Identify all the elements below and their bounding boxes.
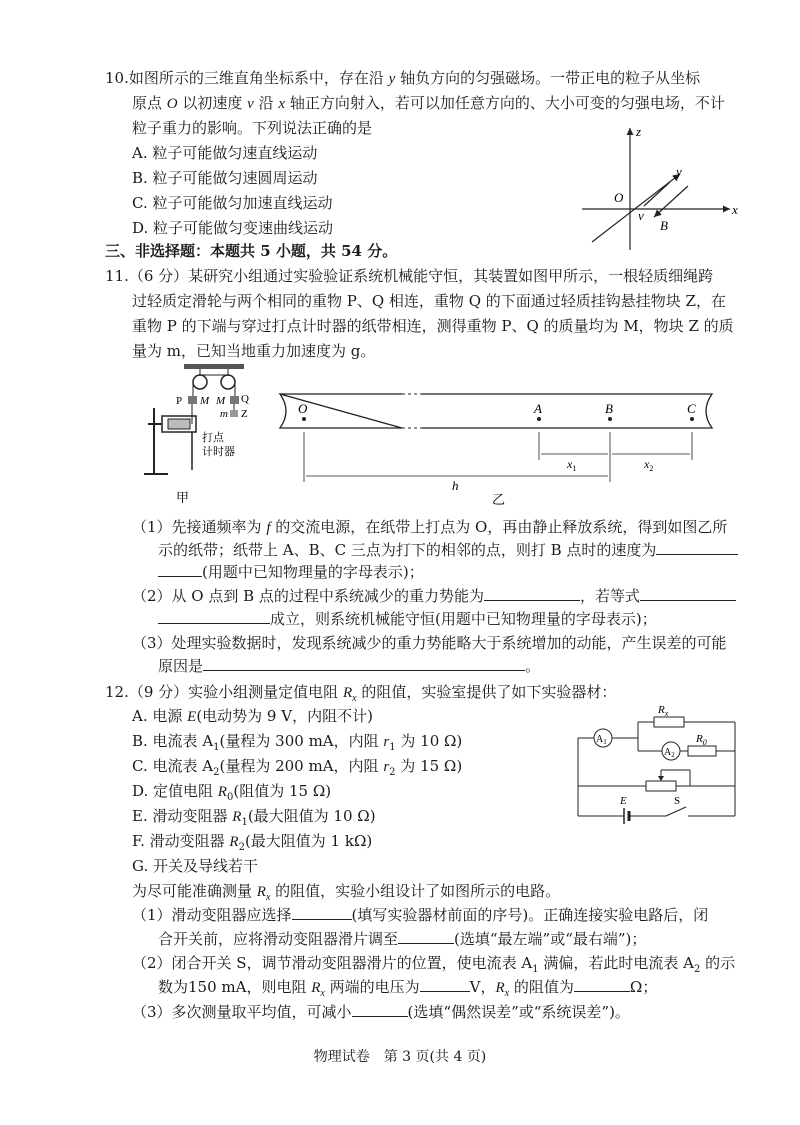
a1-label: $A_1$ [596,734,607,746]
point-o [302,417,306,421]
q12-item-d: D. 定值电阻 $R_0$(阻值为 15 Ω) [132,782,332,803]
q11-sub1-line3: (用题中已知物理量的字母表示)； [158,562,424,582]
q10-line2: 原点 O 以初速度 v 沿 x 轴正方向射入，若可以加任意方向的、大小可变的匀强电场，不计 [132,94,725,112]
circuit-figure [570,698,745,828]
label-x2: $x_2$ [644,457,654,473]
label-m: m [220,408,228,420]
a2-label: $A_2$ [664,747,675,759]
mass-p [188,396,197,404]
q12-sub1-line1: （1）滑动变阻器应选择 (填写实验器材前面的序号)。正确连接实验电路后，闭 [132,906,709,924]
resistor-r0 [688,746,716,756]
answer-blank-vb-cont[interactable] [158,562,202,577]
q11-sub1-line2: 示的纸带；纸带上 A、B、C 三点为打下的相邻的点，则打 B 点时的速度为 [158,540,738,560]
q12-item-b: B. 电流表 $A_1$(量程为 300 mA，内阻 $r_1$ 为 10 Ω) [132,732,463,753]
q12-sub2-line1: （2）闭合开关 S，调节滑动变阻器滑片的位置，使电流表 $A_1$ 满偏，若此时电流表 $A_2$ 的示 [132,954,736,975]
q12-item-c: C. 电流表 $A_2$(量程为 200 mA，内阻 $r_2$ 为 15 Ω) [132,757,463,778]
answer-blank-error[interactable] [352,1002,408,1017]
label-z: Z [241,408,248,420]
q12-item-e: E. 滑动变阻器 $R_1$(最大阻值为 10 Ω) [132,807,376,828]
tape-outline [280,394,712,428]
q11-sub3-line1: （3）处理实验数据时，发现系统减少的重力势能略大于系统增加的动能，产生误差的可能 [132,634,727,652]
answer-blank-vb[interactable] [656,540,738,555]
b-label: B [660,218,668,233]
y-label: y [676,164,682,179]
page-footer: 物理试卷 第 3 页(共 4 页) [313,1049,487,1065]
section-3-heading: 三、非选择题：本题共 5 小题，共 54 分。 [105,242,398,260]
pulley-right [221,375,235,389]
answer-blank-ep[interactable] [484,586,580,601]
timer-label-1: 打点 [202,432,224,444]
z-label: z [636,124,642,139]
pulley-left [193,375,207,389]
label-b: B [605,401,613,416]
answer-blank-rheostat[interactable] [292,905,352,920]
b-field-line [644,182,670,206]
q12-item-g: G. 开关及导线若干 [132,857,258,875]
q10-option-c: C. 粒子可能做匀加速直线运动 [132,194,333,212]
point-b [608,417,612,421]
ceiling-bar [184,364,244,369]
mass-q [230,396,239,404]
answer-blank-voltage[interactable] [420,977,470,992]
q12-sub3: （3）多次测量取平均值，可减小 (选填“偶然误差”或“系统误差”)。 [132,1003,630,1021]
timer-core [168,419,190,429]
label-p: P [176,395,183,407]
origin-label: O [614,190,624,205]
caption-jia: 甲 [176,490,190,505]
answer-blank-eq-cont[interactable] [158,609,270,624]
q11-line3: 重物 P 的下端与穿过打点计时器的纸带相连，测得重物 P、Q 的质量均为 M，物块 Z 的质 [132,317,734,335]
q11-sub1-line1: （1）先接通频率为 f 的交流电源，在纸带上打点为 O，再由静止释放系统，得到如图乙所 [132,518,728,536]
answer-blank-eq[interactable] [640,586,736,601]
q10-option-d: D. 粒子可能做匀变速曲线运动 [132,219,334,237]
q10-line3: 粒子重力的影响。下列说法正确的是 [132,119,373,137]
label-x1: $x_1$ [567,457,577,473]
v-label: v [638,208,644,223]
label-o: O [298,401,308,416]
x-label: x [732,202,738,217]
q12-item-a: A. 电源 E(电动势为 9 V，内阻不计) [132,707,373,725]
rx-label: $R_x$ [658,704,669,718]
q10-option-a: A. 粒子可能做匀速直线运动 [132,144,318,162]
point-a [537,417,541,421]
label-a: A [534,401,542,416]
q12-sub1-line2: 合开关前，应将滑动变阻器滑片调至 (选填“最左端”或“最右端”)； [158,930,647,948]
label-c: C [687,401,696,416]
answer-blank-slider[interactable] [398,929,454,944]
timer-label-2: 计时器 [202,446,235,458]
q11-line1: 11.（6 分）某研究小组通过实验验证系统机械能守恒，其装置如图甲所示，一根轻质细绳跨 [105,267,714,285]
q10-line1: 10.如图所示的三维直角坐标系中，存在沿 y 轴负方向的匀强磁场。一带正电的粒子从坐标 [105,69,701,87]
q11-sub2-line1: （2）从 O 点到 B 点的过程中系统减少的重力势能为 ，若等式 [132,586,736,606]
q10-option-b: B. 粒子可能做匀速圆周运动 [132,169,318,187]
caption-yi: 乙 [492,492,506,507]
answer-blank-reason[interactable] [203,656,525,671]
q11-sub3-line2: 原因是 。 [158,657,541,675]
label-m2: M [216,395,226,407]
label-h: h [452,478,459,493]
q12-sub2-line2: 数为150 mA，则电阻 $R_x$ 两端的电压为 V，$R_x$ 的阻值为 Ω； [158,978,658,999]
resistor-rx [654,717,684,727]
rheostat [646,781,676,791]
q10-axes-figure [580,120,750,255]
tape-figure [272,388,742,510]
r0-label: $R_0$ [696,733,707,747]
q11-sub2-line2: 成立，则系统机械能守恒(用题中已知物理量的字母表示)； [158,609,657,629]
switch-s [666,807,686,816]
block-z [230,410,238,417]
s-label: S [674,795,681,807]
e-label: E [620,795,627,807]
apparatus-figure [140,362,270,512]
label-q: Q [241,393,249,405]
q11-line4: 量为 m，已知当地重力加速度为 g。 [132,342,376,360]
label-m1: M [200,395,210,407]
q12-design: 为尽可能准确测量 $R_x$ 的阻值，实验小组设计了如图所示的电路。 [132,882,561,903]
answer-blank-resistance[interactable] [574,977,630,992]
q12-item-f: F. 滑动变阻器 $R_2$(最大阻值为 1 kΩ) [132,832,373,853]
q12-intro: 12.（9 分）实验小组测量定值电阻 $R_x$ 的阻值，实验室提供了如下实验器材： [105,683,617,704]
point-c [690,417,694,421]
q11-line2: 过轻质定滑轮与两个相同的重物 P、Q 相连，重物 Q 的下面通过轻质挂钩悬挂物块 Z，在 [132,292,726,310]
